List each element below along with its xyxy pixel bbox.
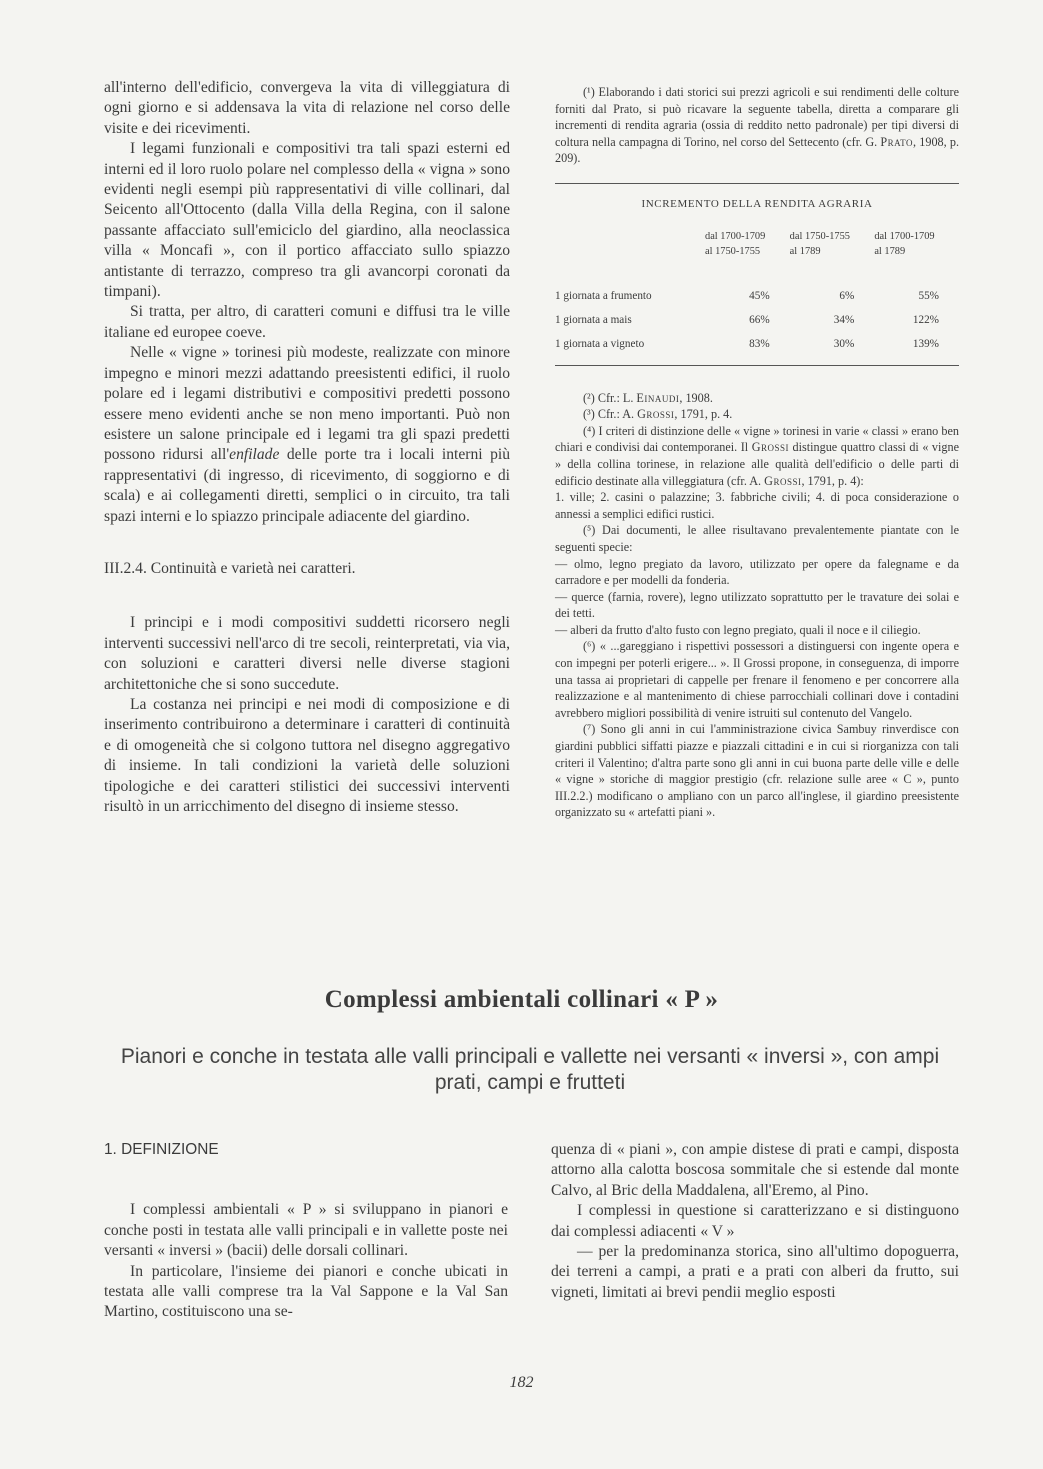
body-paragraph: I complessi in questione si caratterizzano e si distinguono dai complessi adiacenti « V » — [551, 1202, 959, 1240]
row-label: 1 giornata a mais — [555, 314, 632, 327]
body-paragraph: I complessi ambientali « P » si sviluppano in pianori e conche posti in testata alle valli principali e in vallette poste nei versanti « inversi » (bacii) delle dorsali collinari. — [104, 1201, 508, 1260]
header-line: dal 1700-1709 — [705, 230, 766, 242]
body-paragraph: In particolare, l'insieme dei pianori e conche ubicati in testata alle valli comprese tra la Val Sappone e la Val San Martino, costituiscono una se- — [104, 1262, 508, 1321]
definition-right-column — [551, 1140, 959, 1303]
body-paragraph — [104, 343, 510, 527]
footnote-5-item: — querce (farnia, rovere), legno utilizzato soprattutto per le travature dei solai e dei tetti. — [555, 589, 959, 621]
cell-value: 6% — [839, 290, 855, 303]
footnote-5-item: — olmo, legno pregiato da lavoro, utilizzato per opere da falegname e da carradore e per modelli da fonderia. — [555, 556, 959, 588]
author-name: Grossi — [751, 440, 790, 455]
section-title: Complessi ambientali collinari « P » — [324, 986, 719, 1013]
row-label: 1 giornata a frumento — [555, 290, 652, 303]
table-row — [555, 309, 959, 333]
cell-value: 83% — [749, 338, 770, 351]
footnote-4-list: 1. ville; 2. casini o palazzine; 3. fabbriche civili; 4. di poca considerazione o annessi a semplici edifici rustici. — [555, 490, 959, 521]
table-header-empty — [555, 229, 705, 285]
text-run: delle porte tra i locali interni più rappresentativi (di ingresso, di ricevimento, di soggiorno e di scala) e ai collegamenti diretti, semplici o in circuito, tra tali spazi interni e lo spiazzo principale adiacente del giardino. — [104, 446, 510, 525]
footnote-2 — [555, 390, 959, 407]
body-paragraph: Si tratta, per altro, di caratteri comuni e diffusi tra le ville italiane ed europee coeve. — [104, 303, 510, 341]
cell-value: 66% — [749, 314, 770, 327]
cell-value: 45% — [749, 290, 770, 303]
table-bottom-rule — [555, 365, 959, 366]
header-line: al 1789 — [874, 245, 906, 257]
italic-term: enfilade — [229, 446, 280, 464]
body-paragraph: — per la predominanza storica, sino all'ultimo dopoguerra, dei terreni a campi, a prati e a prati con alberi da frutto, sui vigneti, limitati ai brevi pendii meglio esposti — [551, 1243, 959, 1301]
footnotes-column — [555, 84, 959, 821]
text-run: , 1791, p. 4. — [674, 407, 733, 422]
text-run: , 1908, p. 209). — [555, 134, 960, 166]
footnote-5: (⁵) Dai documenti, le allee risultavano prevalentemente piantate con le seguenti specie: — [555, 523, 959, 554]
body-paragraph: La costanza nei principi e nei modi di composizione e di inserimento contribuirono a determinare i caratteri di continuità e di omogeneità che si colgono tuttora nel disegno aggregativo di insieme. In tali condizioni la varietà delle soluzioni tipologiche e dei caratteri stilistici dei successivi interventi risultò in un arricchimento del disegno di insieme stesso. — [104, 695, 510, 815]
cell-value: 122% — [912, 314, 939, 327]
author-name: Grossi — [764, 473, 802, 488]
header-line: dal 1700-1709 — [874, 230, 935, 242]
author-name: Grossi — [637, 407, 675, 422]
row-label: 1 giornata a vigneto — [555, 338, 645, 351]
text-run: (¹) Elaborando i dati storici sui prezzi agricoli e sui rendimenti delle colture forniti dal Prato, si può ricavare la seguente tabella, diretta a comparare gli incrementi di rendita agraria (ossia di reddito netto padronale) per tipi diversi di coltura nella campagna di Torino, nel corso del Settecento (cfr. G. — [555, 85, 959, 149]
text-run: (³) Cfr.: A. — [583, 407, 638, 422]
body-paragraph: I legami funzionali e compositivi tra tali spazi esterni ed interni ed il loro ruolo polare nel complesso della « vigna » sono evidenti negli esempi più rappresentativi di ville collinari, dal Seicento all'Ottocento (dalla Villa della Regina, con il salone passante affacciato sull'emiciclo del giardino, alla neoclassica villa « Moncafi », con il portico affacciato sullo spiazzo antistante di terrazzo, compreso tra gli avancorpi coronati da timpani). — [104, 140, 510, 301]
table-row — [555, 333, 959, 357]
subsection-heading: III.2.4. Continuità e varietà nei caratteri. — [104, 559, 356, 577]
footnote-3 — [555, 406, 959, 423]
author-name: Prato — [880, 134, 914, 149]
table-header-cell — [705, 229, 790, 285]
cell-value: 34% — [833, 314, 855, 327]
table-title: INCREMENTO DELLA RENDITA AGRARIA — [641, 197, 873, 210]
text-run: (²) Cfr.: L. — [583, 390, 637, 405]
table-header-row — [555, 229, 959, 285]
header-line: al 1789 — [789, 245, 821, 257]
footnote-7: (⁷) Sono gli anni in cui l'amministrazione civica Sambuy rinverdisce con giardini pubblici siffatti piazze e piazzali cittadini e in cui si riorganizza con tali criteri il Valentino; d'altra parte sono gli anni in cui buona parte delle ville e delle « vigne » storiche di maggior prestigio (cfr. relazione sulle aree « C », punto III.2.2.) modificano o ampliano con un parco all'inglese, il giardino preesistente organizzato su « artefatti piani ». — [555, 722, 959, 820]
body-paragraph: all'interno dell'edificio, convergeva la vita di villeggiatura di ogni giorno e si addensava la vita di relazione nel corso delle visite e dei ricevimenti. — [104, 79, 510, 137]
header-line: dal 1750-1755 — [789, 230, 850, 242]
text-run: Nelle « vigne » torinesi più modeste, realizzate con minore impegno e minori mezzi adattando preesistenti edifici, il ruolo polare ed i legami distributivi e compositivi predetti possono essere meno evidenti anche se non meno importanti. Può non esistere un salone principale ed i legami tra gli spazi predetti possono ridursi all' — [104, 344, 510, 464]
text-run: , 1908. — [679, 390, 713, 405]
table-header-cell — [790, 229, 875, 285]
author-name: Einaudi — [636, 390, 680, 405]
cell-value: 55% — [918, 290, 939, 303]
definition-left-column — [104, 1140, 508, 1323]
cell-value: 139% — [912, 338, 939, 351]
section-subtitle: Pianori e conche in testata alle valli principali e vallette nei versanti « inversi », con ampi prati, campi e frutteti — [120, 1045, 940, 1094]
text-run: (⁴) I criteri di distinzione delle « vigne » torinesi in varie « classi » erano ben chiari e condivisi dai contemporanei. Il — [555, 423, 959, 455]
table-top-rule — [555, 183, 959, 184]
body-paragraph: I principi e i modi compositivi suddetti ricorsero negli interventi successivi nell'arco di tre secoli, reinterpretati, via via, con soluzioni e caratteri diversi nelle diverse stagioni architettoniche che si sono succedute. — [104, 614, 510, 693]
text-run: distingue quattro classi di « vigne » della collina torinese, in relazione alle qualità dell'edificio o delle parti di edificio destinate alla villeggiatura (cfr. A. — [555, 440, 960, 488]
text-run: , 1791, p. 4): — [801, 473, 864, 488]
definition-heading: 1. DEFINIZIONE — [104, 1141, 219, 1158]
header-line: al 1750-1755 — [705, 245, 761, 257]
footnote-6: (⁶) « ...gareggiano i rispettivi possessori a distinguersi con ingente opera e con impegni per poterli erigere... ». Il Grossi propone, in conseguenza, di imporre una tassa ai proprietari di cappelle per frenare il fenomeno e per concorrere alla realizzazione e al mantenimento di chiese parrocchiali collinari dove i contadini avrebbero migliori possibilità di venire istruiti sul contenuto del Vangelo. — [555, 639, 959, 720]
page-number: 182 — [509, 1374, 534, 1391]
footnote-5-item: — alberi da frutto d'alto fusto con legno pregiato, quali il noce e il ciliegio. — [555, 622, 921, 637]
table-row — [555, 285, 959, 309]
left-column — [104, 78, 510, 817]
rendita-table — [555, 229, 959, 357]
footnote-4 — [555, 423, 959, 489]
footnote-1 — [555, 84, 959, 167]
table-header-cell — [874, 229, 959, 285]
body-paragraph: quenza di « piani », con ampie distese di prati e campi, disposta attorno alla calotta boscosa sommitale che si estende dal monte Calvo, al Bric della Maddalena, all'Eremo, al Pino. — [551, 1141, 959, 1199]
cell-value: 30% — [833, 338, 855, 351]
